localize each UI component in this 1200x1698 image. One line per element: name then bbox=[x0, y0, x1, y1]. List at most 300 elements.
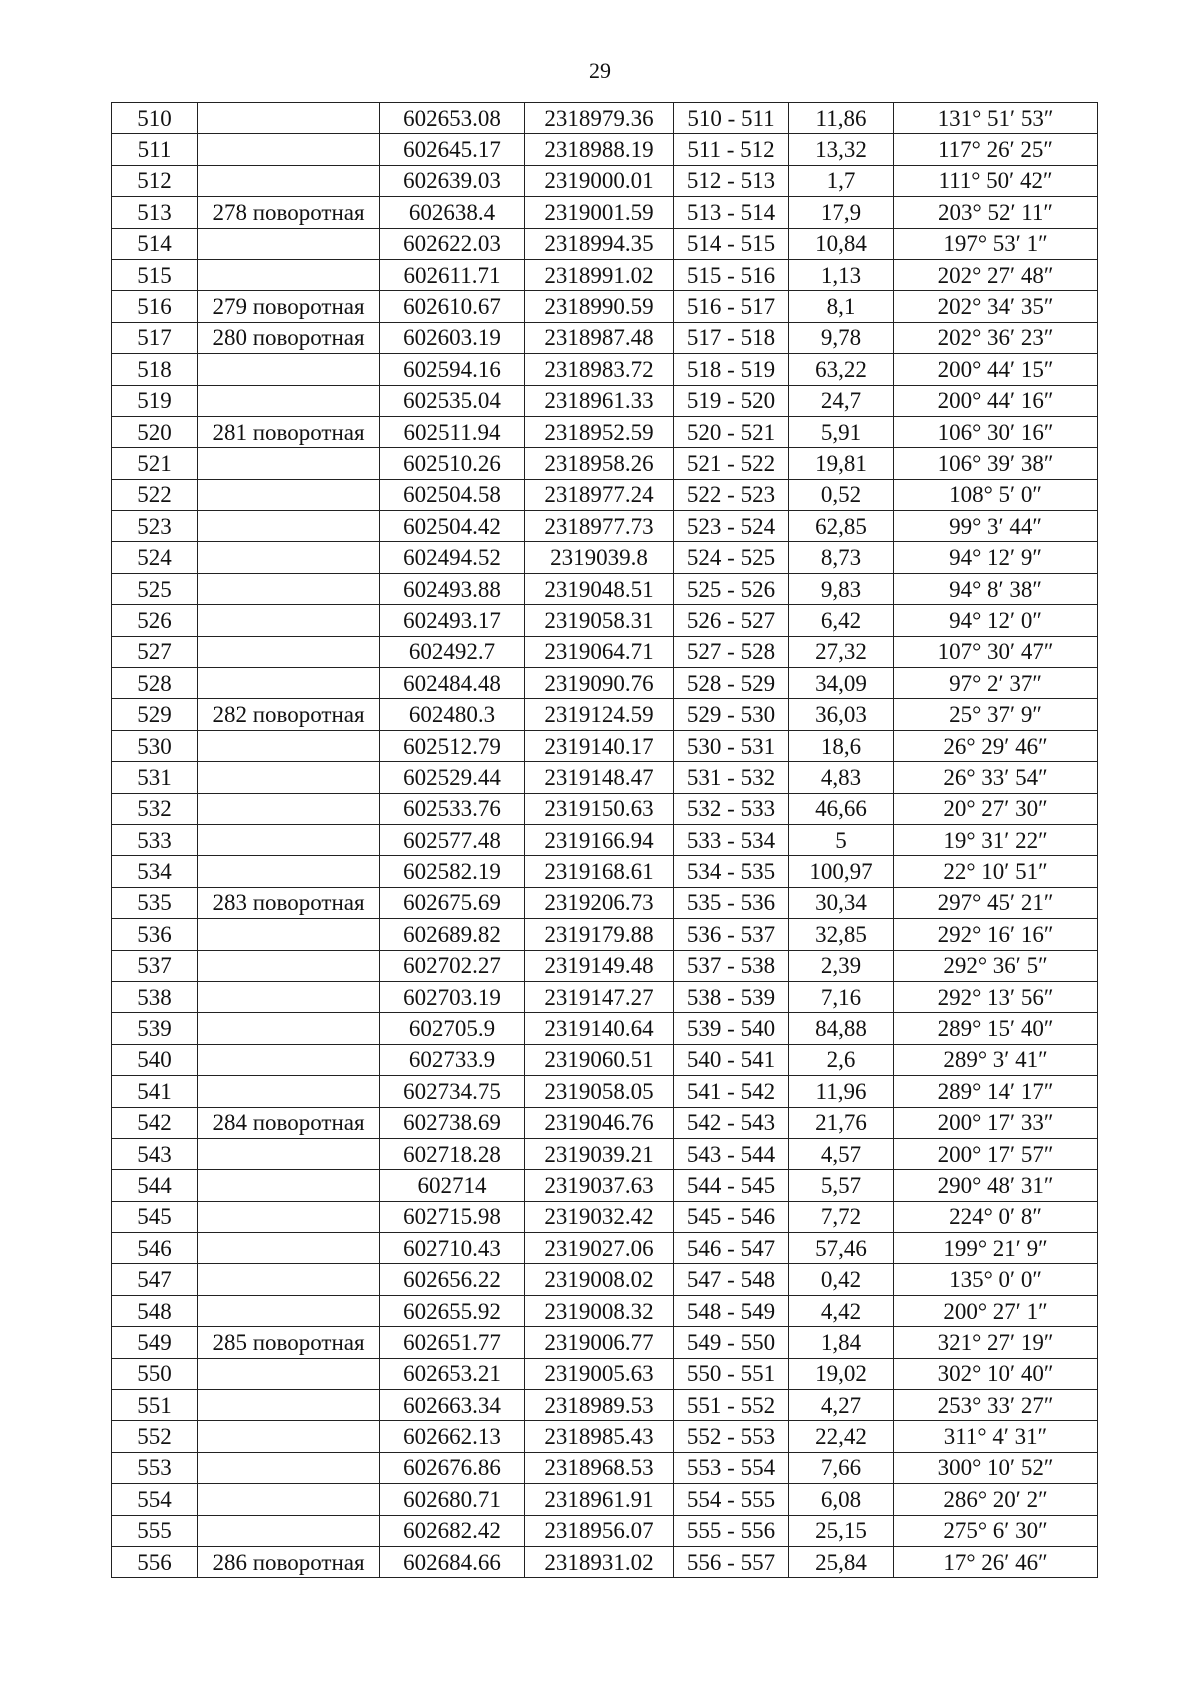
direction-angle-cell: 26° 33′ 54″ bbox=[894, 762, 1098, 793]
label-cell bbox=[198, 1358, 380, 1389]
length-cell: 1,7 bbox=[789, 165, 894, 196]
label-cell bbox=[198, 511, 380, 542]
length-cell: 4,42 bbox=[789, 1295, 894, 1326]
segment-cell: 542 - 543 bbox=[674, 1107, 789, 1138]
label-cell bbox=[198, 856, 380, 887]
direction-angle-cell: 321° 27′ 19″ bbox=[894, 1327, 1098, 1358]
table-row bbox=[112, 1013, 1098, 1044]
point-cell: 544 bbox=[112, 1170, 198, 1201]
segment-cell: 527 - 528 bbox=[674, 636, 789, 667]
direction-angle-cell: 25° 37′ 9″ bbox=[894, 699, 1098, 730]
length-cell: 11,96 bbox=[789, 1076, 894, 1107]
point-cell: 521 bbox=[112, 448, 198, 479]
x-coordinate-cell: 602662.13 bbox=[380, 1421, 525, 1452]
x-coordinate-cell: 602653.08 bbox=[380, 103, 525, 134]
point-cell: 524 bbox=[112, 542, 198, 573]
y-coordinate-cell: 2318988.19 bbox=[525, 134, 674, 165]
label-cell bbox=[198, 1201, 380, 1232]
point-cell: 540 bbox=[112, 1044, 198, 1075]
x-coordinate-cell: 602535.04 bbox=[380, 385, 525, 416]
x-coordinate-cell: 602705.9 bbox=[380, 1013, 525, 1044]
direction-angle-cell: 200° 27′ 1″ bbox=[894, 1295, 1098, 1326]
y-coordinate-cell: 2319000.01 bbox=[525, 165, 674, 196]
table-row bbox=[112, 197, 1098, 228]
x-coordinate-cell: 602638.4 bbox=[380, 197, 525, 228]
table-row bbox=[112, 1201, 1098, 1232]
length-cell: 11,86 bbox=[789, 103, 894, 134]
length-cell: 13,32 bbox=[789, 134, 894, 165]
table-row bbox=[112, 1076, 1098, 1107]
x-coordinate-cell: 602675.69 bbox=[380, 887, 525, 918]
segment-cell: 520 - 521 bbox=[674, 416, 789, 447]
length-cell: 4,27 bbox=[789, 1390, 894, 1421]
table-row bbox=[112, 1546, 1098, 1577]
segment-cell: 547 - 548 bbox=[674, 1264, 789, 1295]
direction-angle-cell: 200° 17′ 57″ bbox=[894, 1138, 1098, 1169]
segment-cell: 543 - 544 bbox=[674, 1138, 789, 1169]
y-coordinate-cell: 2319179.88 bbox=[525, 919, 674, 950]
direction-angle-cell: 289° 3′ 41″ bbox=[894, 1044, 1098, 1075]
point-cell: 511 bbox=[112, 134, 198, 165]
direction-angle-cell: 111° 50′ 42″ bbox=[894, 165, 1098, 196]
direction-angle-cell: 202° 34′ 35″ bbox=[894, 291, 1098, 322]
table-row bbox=[112, 448, 1098, 479]
point-cell: 543 bbox=[112, 1138, 198, 1169]
label-cell bbox=[198, 919, 380, 950]
segment-cell: 537 - 538 bbox=[674, 950, 789, 981]
direction-angle-cell: 253° 33′ 27″ bbox=[894, 1390, 1098, 1421]
label-cell: 279 поворотная bbox=[198, 291, 380, 322]
direction-angle-cell: 311° 4′ 31″ bbox=[894, 1421, 1098, 1452]
x-coordinate-cell: 602611.71 bbox=[380, 259, 525, 290]
label-cell bbox=[198, 1484, 380, 1515]
table-row bbox=[112, 1044, 1098, 1075]
table-row bbox=[112, 134, 1098, 165]
y-coordinate-cell: 2318958.26 bbox=[525, 448, 674, 479]
segment-cell: 510 - 511 bbox=[674, 103, 789, 134]
point-cell: 537 bbox=[112, 950, 198, 981]
length-cell: 0,52 bbox=[789, 479, 894, 510]
segment-cell: 523 - 524 bbox=[674, 511, 789, 542]
segment-cell: 528 - 529 bbox=[674, 668, 789, 699]
label-cell bbox=[198, 448, 380, 479]
point-cell: 539 bbox=[112, 1013, 198, 1044]
length-cell: 25,84 bbox=[789, 1546, 894, 1577]
label-cell bbox=[198, 762, 380, 793]
x-coordinate-cell: 602493.17 bbox=[380, 605, 525, 636]
direction-angle-cell: 97° 2′ 37″ bbox=[894, 668, 1098, 699]
x-coordinate-cell: 602484.48 bbox=[380, 668, 525, 699]
point-cell: 554 bbox=[112, 1484, 198, 1515]
table-row bbox=[112, 1107, 1098, 1138]
table-row bbox=[112, 165, 1098, 196]
length-cell: 6,08 bbox=[789, 1484, 894, 1515]
y-coordinate-cell: 2319008.02 bbox=[525, 1264, 674, 1295]
x-coordinate-cell: 602733.9 bbox=[380, 1044, 525, 1075]
coordinates-table bbox=[111, 102, 1098, 1578]
segment-cell: 551 - 552 bbox=[674, 1390, 789, 1421]
table-row bbox=[112, 605, 1098, 636]
y-coordinate-cell: 2319060.51 bbox=[525, 1044, 674, 1075]
direction-angle-cell: 224° 0′ 8″ bbox=[894, 1201, 1098, 1232]
label-cell bbox=[198, 1421, 380, 1452]
point-cell: 549 bbox=[112, 1327, 198, 1358]
label-cell bbox=[198, 1138, 380, 1169]
segment-cell: 531 - 532 bbox=[674, 762, 789, 793]
label-cell bbox=[198, 354, 380, 385]
segment-cell: 513 - 514 bbox=[674, 197, 789, 228]
direction-angle-cell: 20° 27′ 30″ bbox=[894, 793, 1098, 824]
length-cell: 2,6 bbox=[789, 1044, 894, 1075]
y-coordinate-cell: 2318977.24 bbox=[525, 479, 674, 510]
label-cell bbox=[198, 1295, 380, 1326]
point-cell: 516 bbox=[112, 291, 198, 322]
point-cell: 527 bbox=[112, 636, 198, 667]
length-cell: 21,76 bbox=[789, 1107, 894, 1138]
point-cell: 518 bbox=[112, 354, 198, 385]
segment-cell: 526 - 527 bbox=[674, 605, 789, 636]
table-row bbox=[112, 573, 1098, 604]
direction-angle-cell: 290° 48′ 31″ bbox=[894, 1170, 1098, 1201]
point-cell: 547 bbox=[112, 1264, 198, 1295]
segment-cell: 548 - 549 bbox=[674, 1295, 789, 1326]
label-cell bbox=[198, 1013, 380, 1044]
label-cell bbox=[198, 165, 380, 196]
segment-cell: 544 - 545 bbox=[674, 1170, 789, 1201]
segment-cell: 521 - 522 bbox=[674, 448, 789, 479]
label-cell bbox=[198, 1076, 380, 1107]
point-cell: 548 bbox=[112, 1295, 198, 1326]
y-coordinate-cell: 2318931.02 bbox=[525, 1546, 674, 1577]
y-coordinate-cell: 2319149.48 bbox=[525, 950, 674, 981]
x-coordinate-cell: 602734.75 bbox=[380, 1076, 525, 1107]
length-cell: 100,97 bbox=[789, 856, 894, 887]
y-coordinate-cell: 2319027.06 bbox=[525, 1233, 674, 1264]
point-cell: 529 bbox=[112, 699, 198, 730]
x-coordinate-cell: 602510.26 bbox=[380, 448, 525, 479]
label-cell bbox=[198, 1044, 380, 1075]
y-coordinate-cell: 2319008.32 bbox=[525, 1295, 674, 1326]
length-cell: 6,42 bbox=[789, 605, 894, 636]
y-coordinate-cell: 2319168.61 bbox=[525, 856, 674, 887]
point-cell: 530 bbox=[112, 730, 198, 761]
direction-angle-cell: 292° 16′ 16″ bbox=[894, 919, 1098, 950]
point-cell: 542 bbox=[112, 1107, 198, 1138]
segment-cell: 549 - 550 bbox=[674, 1327, 789, 1358]
x-coordinate-cell: 602738.69 bbox=[380, 1107, 525, 1138]
direction-angle-cell: 202° 27′ 48″ bbox=[894, 259, 1098, 290]
y-coordinate-cell: 2319001.59 bbox=[525, 197, 674, 228]
length-cell: 32,85 bbox=[789, 919, 894, 950]
length-cell: 63,22 bbox=[789, 354, 894, 385]
segment-cell: 534 - 535 bbox=[674, 856, 789, 887]
point-cell: 536 bbox=[112, 919, 198, 950]
point-cell: 525 bbox=[112, 573, 198, 604]
label-cell bbox=[198, 259, 380, 290]
direction-angle-cell: 131° 51′ 53″ bbox=[894, 103, 1098, 134]
y-coordinate-cell: 2319058.05 bbox=[525, 1076, 674, 1107]
direction-angle-cell: 286° 20′ 2″ bbox=[894, 1484, 1098, 1515]
segment-cell: 554 - 555 bbox=[674, 1484, 789, 1515]
table-row bbox=[112, 228, 1098, 259]
table-row bbox=[112, 291, 1098, 322]
length-cell: 25,15 bbox=[789, 1515, 894, 1546]
length-cell: 27,32 bbox=[789, 636, 894, 667]
segment-cell: 522 - 523 bbox=[674, 479, 789, 510]
y-coordinate-cell: 2318977.73 bbox=[525, 511, 674, 542]
x-coordinate-cell: 602655.92 bbox=[380, 1295, 525, 1326]
length-cell: 7,16 bbox=[789, 981, 894, 1012]
x-coordinate-cell: 602493.88 bbox=[380, 573, 525, 604]
segment-cell: 538 - 539 bbox=[674, 981, 789, 1012]
segment-cell: 515 - 516 bbox=[674, 259, 789, 290]
length-cell: 8,73 bbox=[789, 542, 894, 573]
segment-cell: 536 - 537 bbox=[674, 919, 789, 950]
x-coordinate-cell: 602682.42 bbox=[380, 1515, 525, 1546]
x-coordinate-cell: 602529.44 bbox=[380, 762, 525, 793]
label-cell: 281 поворотная bbox=[198, 416, 380, 447]
segment-cell: 540 - 541 bbox=[674, 1044, 789, 1075]
table-row bbox=[112, 856, 1098, 887]
direction-angle-cell: 300° 10′ 52″ bbox=[894, 1452, 1098, 1483]
length-cell: 34,09 bbox=[789, 668, 894, 699]
x-coordinate-cell: 602710.43 bbox=[380, 1233, 525, 1264]
label-cell bbox=[198, 1170, 380, 1201]
point-cell: 552 bbox=[112, 1421, 198, 1452]
length-cell: 5,57 bbox=[789, 1170, 894, 1201]
label-cell bbox=[198, 134, 380, 165]
direction-angle-cell: 26° 29′ 46″ bbox=[894, 730, 1098, 761]
direction-angle-cell: 94° 12′ 9″ bbox=[894, 542, 1098, 573]
segment-cell: 524 - 525 bbox=[674, 542, 789, 573]
point-cell: 512 bbox=[112, 165, 198, 196]
point-cell: 533 bbox=[112, 824, 198, 855]
y-coordinate-cell: 2318961.91 bbox=[525, 1484, 674, 1515]
y-coordinate-cell: 2319140.17 bbox=[525, 730, 674, 761]
table-row bbox=[112, 259, 1098, 290]
x-coordinate-cell: 602639.03 bbox=[380, 165, 525, 196]
label-cell bbox=[198, 573, 380, 604]
table-row bbox=[112, 1390, 1098, 1421]
segment-cell: 546 - 547 bbox=[674, 1233, 789, 1264]
table-row bbox=[112, 1358, 1098, 1389]
length-cell: 22,42 bbox=[789, 1421, 894, 1452]
length-cell: 18,6 bbox=[789, 730, 894, 761]
length-cell: 4,83 bbox=[789, 762, 894, 793]
label-cell: 282 поворотная bbox=[198, 699, 380, 730]
y-coordinate-cell: 2318961.33 bbox=[525, 385, 674, 416]
y-coordinate-cell: 2319147.27 bbox=[525, 981, 674, 1012]
y-coordinate-cell: 2319048.51 bbox=[525, 573, 674, 604]
x-coordinate-cell: 602492.7 bbox=[380, 636, 525, 667]
length-cell: 1,13 bbox=[789, 259, 894, 290]
point-cell: 538 bbox=[112, 981, 198, 1012]
segment-cell: 530 - 531 bbox=[674, 730, 789, 761]
point-cell: 523 bbox=[112, 511, 198, 542]
label-cell bbox=[198, 1452, 380, 1483]
point-cell: 513 bbox=[112, 197, 198, 228]
point-cell: 526 bbox=[112, 605, 198, 636]
y-coordinate-cell: 2319039.21 bbox=[525, 1138, 674, 1169]
direction-angle-cell: 203° 52′ 11″ bbox=[894, 197, 1098, 228]
table-row bbox=[112, 919, 1098, 950]
segment-cell: 517 - 518 bbox=[674, 322, 789, 353]
x-coordinate-cell: 602622.03 bbox=[380, 228, 525, 259]
y-coordinate-cell: 2319064.71 bbox=[525, 636, 674, 667]
label-cell: 283 поворотная bbox=[198, 887, 380, 918]
x-coordinate-cell: 602718.28 bbox=[380, 1138, 525, 1169]
table-row bbox=[112, 762, 1098, 793]
table-row bbox=[112, 103, 1098, 134]
table-row bbox=[112, 1170, 1098, 1201]
point-cell: 517 bbox=[112, 322, 198, 353]
point-cell: 515 bbox=[112, 259, 198, 290]
table-row bbox=[112, 385, 1098, 416]
label-cell bbox=[198, 1390, 380, 1421]
x-coordinate-cell: 602689.82 bbox=[380, 919, 525, 950]
length-cell: 9,78 bbox=[789, 322, 894, 353]
segment-cell: 535 - 536 bbox=[674, 887, 789, 918]
y-coordinate-cell: 2318979.36 bbox=[525, 103, 674, 134]
direction-angle-cell: 292° 13′ 56″ bbox=[894, 981, 1098, 1012]
table-row bbox=[112, 981, 1098, 1012]
segment-cell: 529 - 530 bbox=[674, 699, 789, 730]
y-coordinate-cell: 2318983.72 bbox=[525, 354, 674, 385]
direction-angle-cell: 106° 39′ 38″ bbox=[894, 448, 1098, 479]
length-cell: 1,84 bbox=[789, 1327, 894, 1358]
label-cell bbox=[198, 228, 380, 259]
direction-angle-cell: 202° 36′ 23″ bbox=[894, 322, 1098, 353]
segment-cell: 553 - 554 bbox=[674, 1452, 789, 1483]
x-coordinate-cell: 602533.76 bbox=[380, 793, 525, 824]
y-coordinate-cell: 2319032.42 bbox=[525, 1201, 674, 1232]
y-coordinate-cell: 2319037.63 bbox=[525, 1170, 674, 1201]
length-cell: 30,34 bbox=[789, 887, 894, 918]
y-coordinate-cell: 2319046.76 bbox=[525, 1107, 674, 1138]
segment-cell: 550 - 551 bbox=[674, 1358, 789, 1389]
x-coordinate-cell: 602577.48 bbox=[380, 824, 525, 855]
point-cell: 550 bbox=[112, 1358, 198, 1389]
x-coordinate-cell: 602512.79 bbox=[380, 730, 525, 761]
y-coordinate-cell: 2318987.48 bbox=[525, 322, 674, 353]
y-coordinate-cell: 2319140.64 bbox=[525, 1013, 674, 1044]
point-cell: 520 bbox=[112, 416, 198, 447]
point-cell: 545 bbox=[112, 1201, 198, 1232]
segment-cell: 555 - 556 bbox=[674, 1515, 789, 1546]
direction-angle-cell: 107° 30′ 47″ bbox=[894, 636, 1098, 667]
segment-cell: 512 - 513 bbox=[674, 165, 789, 196]
table-row bbox=[112, 511, 1098, 542]
segment-cell: 552 - 553 bbox=[674, 1421, 789, 1452]
length-cell: 0,42 bbox=[789, 1264, 894, 1295]
x-coordinate-cell: 602504.58 bbox=[380, 479, 525, 510]
point-cell: 555 bbox=[112, 1515, 198, 1546]
length-cell: 5 bbox=[789, 824, 894, 855]
direction-angle-cell: 19° 31′ 22″ bbox=[894, 824, 1098, 855]
y-coordinate-cell: 2318989.53 bbox=[525, 1390, 674, 1421]
y-coordinate-cell: 2319090.76 bbox=[525, 668, 674, 699]
table-row bbox=[112, 887, 1098, 918]
point-cell: 534 bbox=[112, 856, 198, 887]
direction-angle-cell: 17° 26′ 46″ bbox=[894, 1546, 1098, 1577]
direction-angle-cell: 22° 10′ 51″ bbox=[894, 856, 1098, 887]
table-row bbox=[112, 542, 1098, 573]
x-coordinate-cell: 602651.77 bbox=[380, 1327, 525, 1358]
segment-cell: 539 - 540 bbox=[674, 1013, 789, 1044]
x-coordinate-cell: 602610.67 bbox=[380, 291, 525, 322]
label-cell: 280 поворотная bbox=[198, 322, 380, 353]
length-cell: 4,57 bbox=[789, 1138, 894, 1169]
point-cell: 535 bbox=[112, 887, 198, 918]
y-coordinate-cell: 2319124.59 bbox=[525, 699, 674, 730]
y-coordinate-cell: 2318952.59 bbox=[525, 416, 674, 447]
x-coordinate-cell: 602645.17 bbox=[380, 134, 525, 165]
point-cell: 514 bbox=[112, 228, 198, 259]
length-cell: 7,66 bbox=[789, 1452, 894, 1483]
segment-cell: 519 - 520 bbox=[674, 385, 789, 416]
direction-angle-cell: 297° 45′ 21″ bbox=[894, 887, 1098, 918]
segment-cell: 532 - 533 bbox=[674, 793, 789, 824]
y-coordinate-cell: 2319206.73 bbox=[525, 887, 674, 918]
x-coordinate-cell: 602494.52 bbox=[380, 542, 525, 573]
table-row bbox=[112, 1138, 1098, 1169]
label-cell bbox=[198, 1264, 380, 1295]
label-cell bbox=[198, 730, 380, 761]
length-cell: 9,83 bbox=[789, 573, 894, 604]
direction-angle-cell: 108° 5′ 0″ bbox=[894, 479, 1098, 510]
length-cell: 36,03 bbox=[789, 699, 894, 730]
direction-angle-cell: 94° 8′ 38″ bbox=[894, 573, 1098, 604]
x-coordinate-cell: 602656.22 bbox=[380, 1264, 525, 1295]
x-coordinate-cell: 602480.3 bbox=[380, 699, 525, 730]
length-cell: 19,81 bbox=[789, 448, 894, 479]
direction-angle-cell: 292° 36′ 5″ bbox=[894, 950, 1098, 981]
label-cell bbox=[198, 824, 380, 855]
y-coordinate-cell: 2318968.53 bbox=[525, 1452, 674, 1483]
label-cell bbox=[198, 479, 380, 510]
table-row bbox=[112, 1327, 1098, 1358]
x-coordinate-cell: 602703.19 bbox=[380, 981, 525, 1012]
length-cell: 10,84 bbox=[789, 228, 894, 259]
label-cell bbox=[198, 542, 380, 573]
y-coordinate-cell: 2319148.47 bbox=[525, 762, 674, 793]
table-row bbox=[112, 730, 1098, 761]
y-coordinate-cell: 2319058.31 bbox=[525, 605, 674, 636]
direction-angle-cell: 289° 15′ 40″ bbox=[894, 1013, 1098, 1044]
segment-cell: 525 - 526 bbox=[674, 573, 789, 604]
segment-cell: 541 - 542 bbox=[674, 1076, 789, 1107]
y-coordinate-cell: 2318956.07 bbox=[525, 1515, 674, 1546]
y-coordinate-cell: 2319166.94 bbox=[525, 824, 674, 855]
table-row bbox=[112, 668, 1098, 699]
length-cell: 19,02 bbox=[789, 1358, 894, 1389]
y-coordinate-cell: 2318991.02 bbox=[525, 259, 674, 290]
length-cell: 2,39 bbox=[789, 950, 894, 981]
direction-angle-cell: 275° 6′ 30″ bbox=[894, 1515, 1098, 1546]
table-row bbox=[112, 1295, 1098, 1326]
direction-angle-cell: 117° 26′ 25″ bbox=[894, 134, 1098, 165]
label-cell bbox=[198, 385, 380, 416]
point-cell: 553 bbox=[112, 1452, 198, 1483]
segment-cell: 518 - 519 bbox=[674, 354, 789, 385]
length-cell: 17,9 bbox=[789, 197, 894, 228]
direction-angle-cell: 289° 14′ 17″ bbox=[894, 1076, 1098, 1107]
point-cell: 519 bbox=[112, 385, 198, 416]
segment-cell: 533 - 534 bbox=[674, 824, 789, 855]
point-cell: 546 bbox=[112, 1233, 198, 1264]
length-cell: 5,91 bbox=[789, 416, 894, 447]
direction-angle-cell: 106° 30′ 16″ bbox=[894, 416, 1098, 447]
